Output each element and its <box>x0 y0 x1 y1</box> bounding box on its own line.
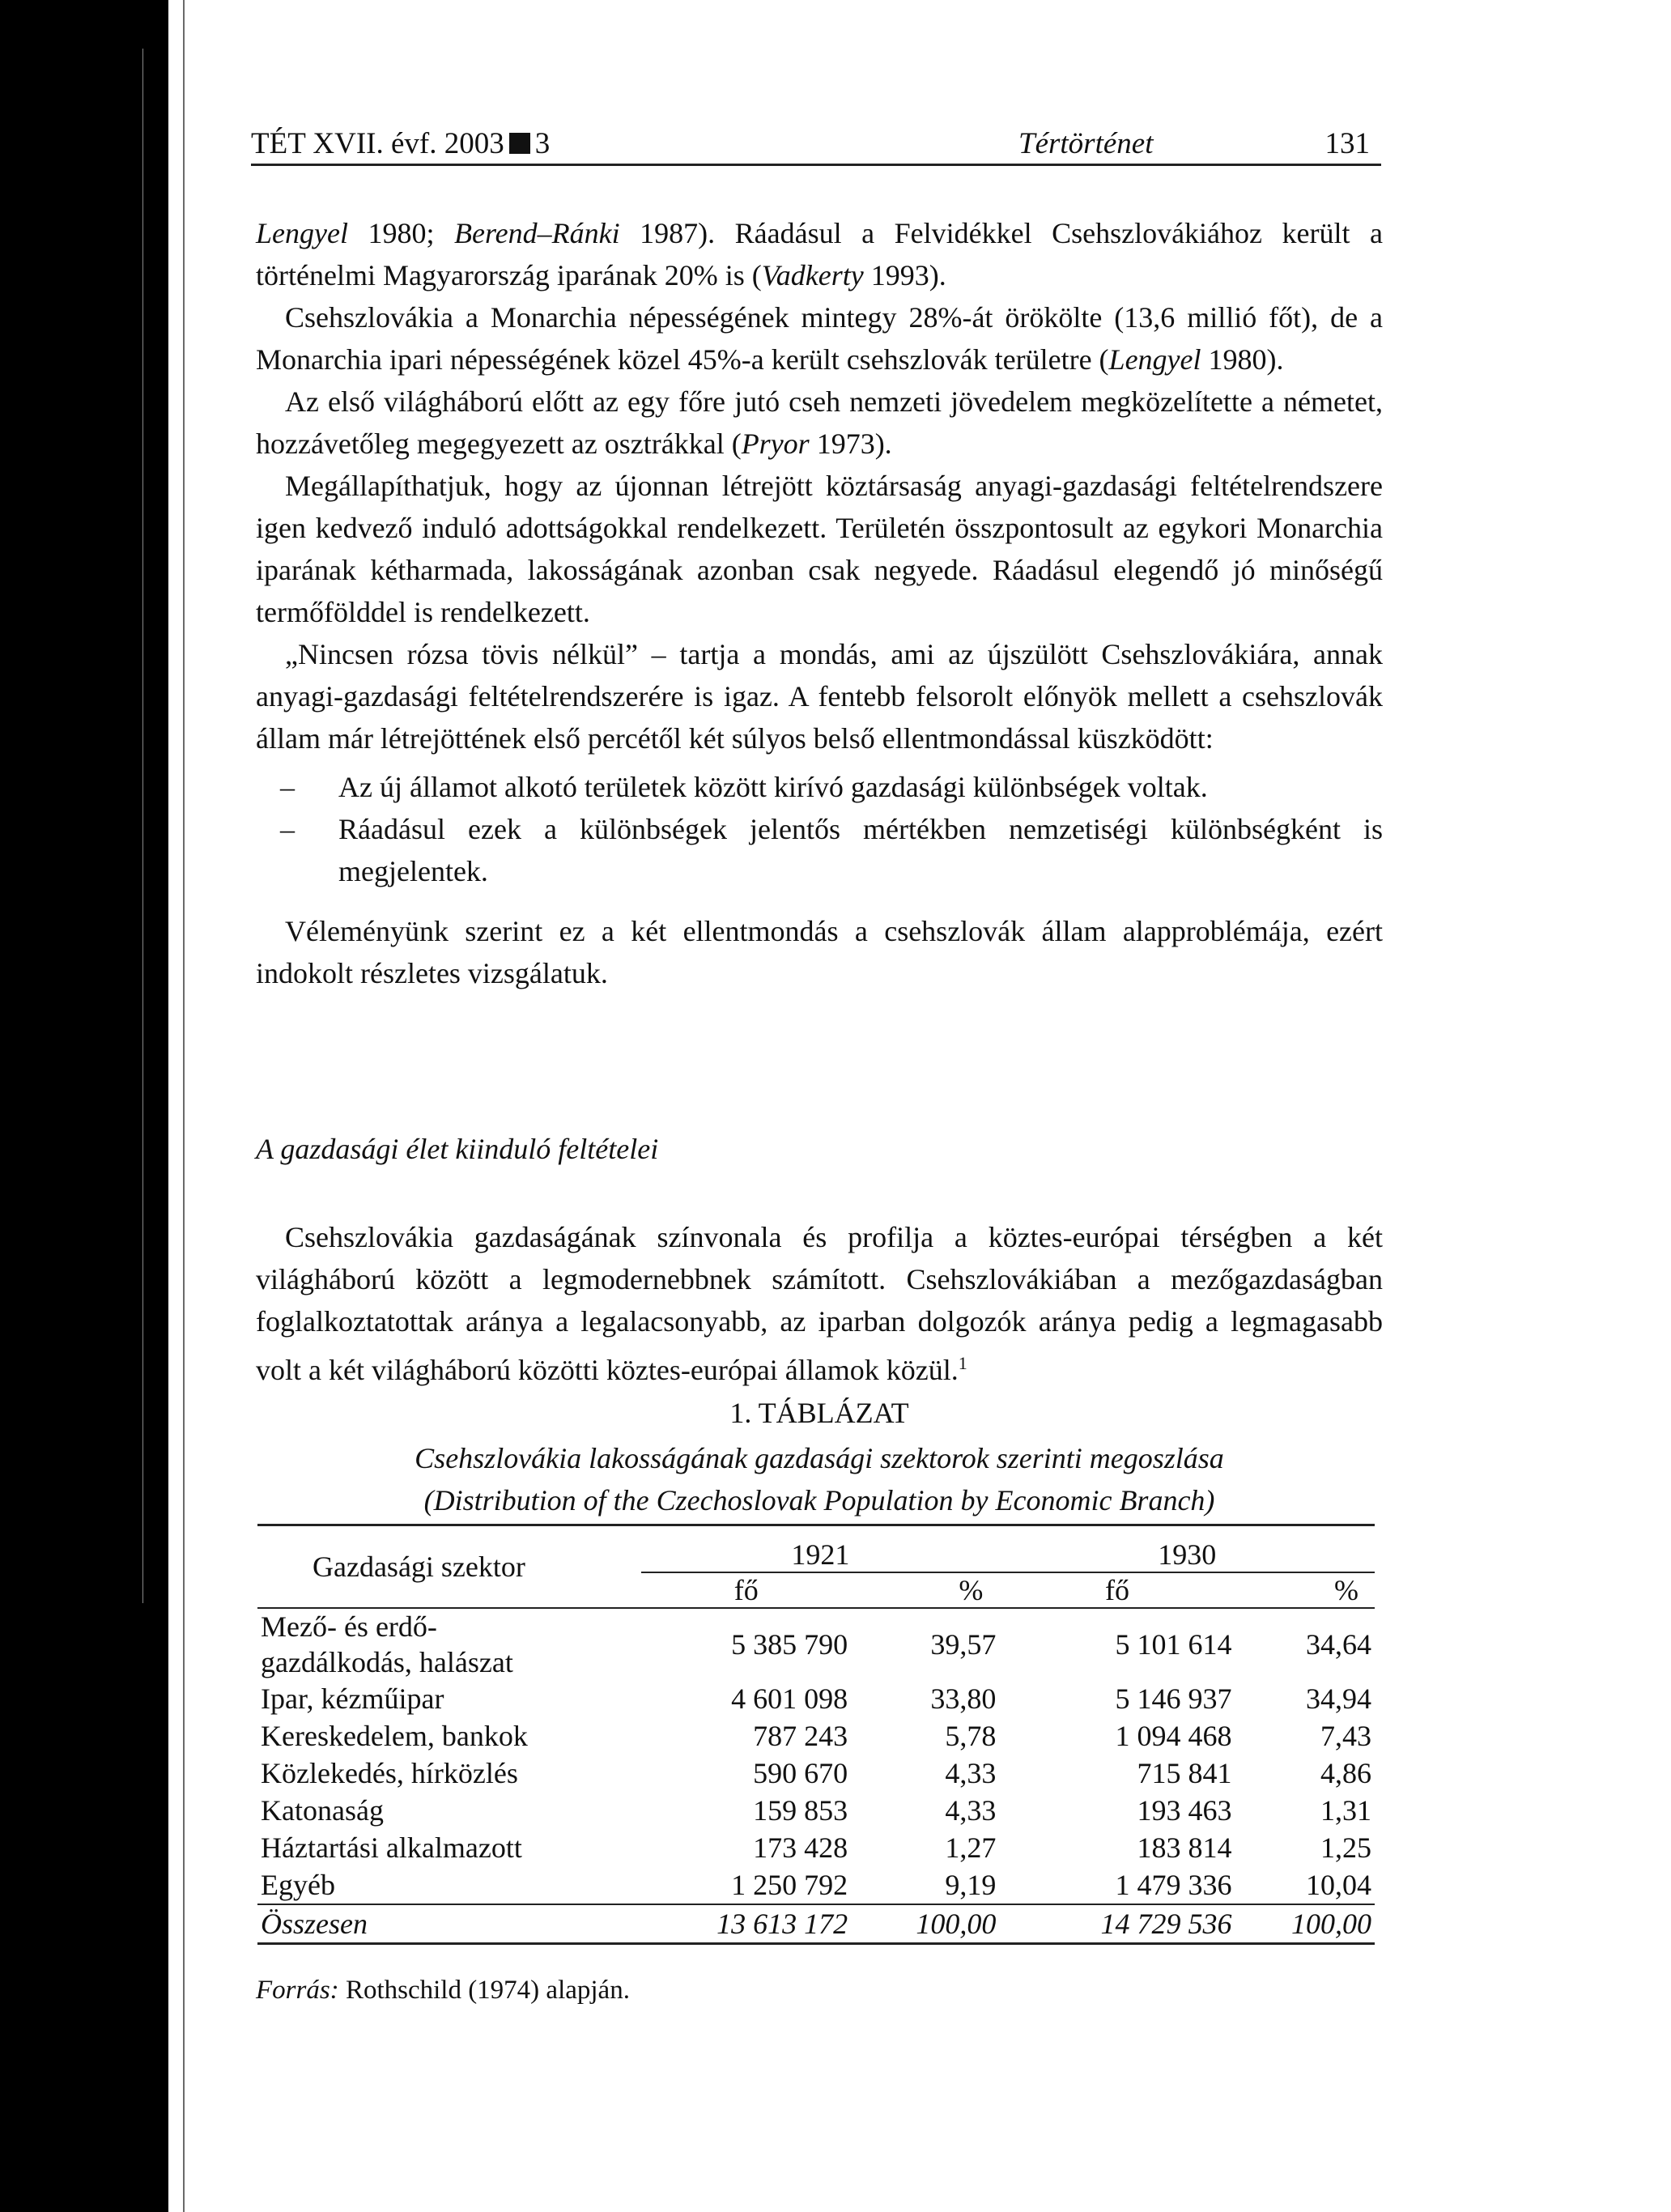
table-cell: 5 101 614 <box>1115 1628 1232 1661</box>
source-text: Rothschild (1974) alapján. <box>338 1976 630 2005</box>
table-number: 1. TÁBLÁZAT <box>729 1397 909 1429</box>
column-header-count: fő <box>1104 1574 1129 1606</box>
table-cell: 183 814 <box>1137 1831 1232 1864</box>
table-cell: 100,00 <box>1291 1908 1371 1940</box>
paragraph <box>256 212 1383 296</box>
column-header-year: 1930 <box>999 1525 1375 1573</box>
text-run: 1993). <box>863 259 946 291</box>
sector-line: Mező- és erdő- <box>261 1610 437 1643</box>
column-header-percent: % <box>959 1574 984 1606</box>
citation: Berend–Ránki <box>454 217 620 249</box>
table-cell: 715 841 <box>1137 1757 1232 1789</box>
table-cell: 5 146 937 <box>1115 1682 1232 1715</box>
table-cell: 1,31 <box>1320 1794 1371 1827</box>
table-cell: 1,25 <box>1320 1831 1371 1864</box>
table-cell: 1 479 336 <box>1115 1869 1232 1901</box>
list-item <box>256 766 1383 808</box>
table-title-hu: Csehszlovákia lakosságának gazdasági szektorok szerinti megoszlása <box>415 1442 1224 1474</box>
margin-line <box>183 0 185 2212</box>
table-row <box>257 1792 1375 1829</box>
table-cell: 13 613 172 <box>716 1908 848 1940</box>
table-cell: 10,04 <box>1306 1869 1371 1901</box>
table-cell-sector: Közlekedés, hírközlés <box>261 1757 518 1789</box>
table-cell-sector: Háztartási alkalmazott <box>261 1831 522 1864</box>
data-table <box>257 1524 1375 1945</box>
paragraph <box>256 381 1383 465</box>
paragraph <box>256 1216 1383 1391</box>
table-cell: 39,57 <box>930 1628 997 1661</box>
table-cell-sector: Összesen <box>261 1908 368 1940</box>
text-run: 1980). <box>1201 343 1284 376</box>
table-cell-sector: Kereskedelem, bankok <box>261 1720 528 1752</box>
citation: Pryor <box>741 428 810 460</box>
table-cell: 1 250 792 <box>731 1869 848 1901</box>
table-row <box>257 1680 1375 1717</box>
text-run: Az első világháború előtt az egy főre jutó cseh nemzeti jövedelem megközelítette a németet, hozzávetőleg megegyezett az osztrákkal ( <box>256 385 1383 460</box>
margin-line <box>142 49 143 1603</box>
table-cell: 34,64 <box>1306 1628 1371 1661</box>
footnote-mark: 1 <box>958 1353 967 1373</box>
table-cell: 5 385 790 <box>731 1628 848 1661</box>
section-title: A gazdasági élet kiinduló feltételei <box>256 1133 659 1165</box>
running-header <box>251 121 1381 166</box>
citation: Lengyel <box>1108 343 1201 376</box>
list-item-text: Ráadásul ezek a különbségek jelentős mértékben nemzetiségi különbségként is megjelentek. <box>338 813 1383 887</box>
column-header-year: 1921 <box>641 1525 999 1573</box>
journal-name: TÉT XVII. évf. 2003 <box>251 127 504 160</box>
table-cell-sector: Ipar, kézműipar <box>261 1682 444 1715</box>
table-row <box>257 1866 1375 1904</box>
table-cell: 34,94 <box>1306 1682 1371 1715</box>
citation: Lengyel <box>256 217 348 249</box>
table-cell: 4,86 <box>1320 1757 1371 1789</box>
section-name: Tértörténet <box>1018 127 1154 160</box>
table-cell: 787 243 <box>753 1720 848 1752</box>
table-cell: 4,33 <box>945 1757 997 1789</box>
table-row <box>257 1608 1375 1680</box>
paragraph: „Nincsen rózsa tövis nélkül” – tartja a mondás, ami az újszülött Csehszlovákiára, annak anyagi-gazdasági feltételrendszerére is igaz. A fentebb felsorolt előnyök mellett a csehszlovák állam már létrejöttének első percétől két súlyos belső ellentmondással küszködött: <box>256 638 1383 755</box>
text-run: Csehszlovákia a Monarchia népességének mintegy 28%-át örökölte (13,6 millió főt), de a Monarchia ipari népességének közel 45%-a került csehszlovák területre ( <box>256 301 1383 376</box>
table-cell: 33,80 <box>930 1682 997 1715</box>
table-row <box>257 1829 1375 1866</box>
table-total-row <box>257 1904 1375 1944</box>
table-cell: 4 601 098 <box>731 1682 848 1715</box>
dash-list <box>256 766 1383 892</box>
table-cell-sector: Egyéb <box>261 1869 335 1901</box>
table-cell-sector <box>257 1608 641 1680</box>
table-source <box>256 1976 630 2006</box>
list-item <box>256 808 1383 892</box>
issue-number: 3 <box>534 127 551 160</box>
source-label: Forrás: <box>256 1976 339 2005</box>
paragraph: Véleményünk szerint ez a két ellentmondás a csehszlovák állam alapproblémája, ezért indokolt részletes vizsgálatuk. <box>256 915 1383 989</box>
column-header-sector: Gazdasági szektor <box>313 1551 525 1583</box>
table-cell: 1,27 <box>945 1831 997 1864</box>
table-cell: 173 428 <box>753 1831 848 1864</box>
dash-bullet: – <box>280 771 295 803</box>
table-cell: 7,43 <box>1320 1720 1371 1752</box>
list-item-text: Az új államot alkotó területek között kirívó gazdasági különbségek voltak. <box>338 771 1208 803</box>
paragraph: Megállapíthatjuk, hogy az újonnan létrejött köztársaság anyagi-gazdasági feltételrendszere igen kedvező induló adottságokkal rendelkezett. Területén összpontosult az egykori Monarchia iparának kétharmada, lakosságának azonban csak negyede. Ráadásul elegendő jó minőségű termőfölddel is rendelkezett. <box>256 470 1383 628</box>
body-text-upper <box>256 212 1383 994</box>
table-cell: 159 853 <box>753 1794 848 1827</box>
table-title-en: (Distribution of the Czechoslovak Population by Economic Branch) <box>423 1484 1215 1516</box>
journal-info <box>251 126 550 161</box>
table-cell: 100,00 <box>916 1908 997 1940</box>
table-cell: 1 094 468 <box>1115 1720 1232 1752</box>
table-cell: 14 729 536 <box>1100 1908 1232 1940</box>
table-cell: 5,78 <box>945 1720 997 1752</box>
column-header-count: fő <box>733 1574 759 1606</box>
table-cell-sector: Katonaság <box>261 1794 384 1827</box>
paragraph <box>256 296 1383 381</box>
citation: Vadkerty <box>761 259 864 291</box>
column-header-percent: % <box>1334 1574 1358 1606</box>
table-row <box>257 1717 1375 1755</box>
square-bullet-icon <box>509 133 530 154</box>
text-run: 1980; <box>347 217 455 249</box>
table-cell: 590 670 <box>753 1757 848 1789</box>
text-run: Csehszlovákia gazdaságának színvonala és profilja a köztes-európai térségben a két világháború között a legmodernebbnek számított. Csehszlovákiában a mezőgazdaságban foglalkoztatottak aránya a legalacsonyabb, az iparban dolgozók aránya pedig a legmagasabb volt a két világháború közötti köztes-európai államok közül. <box>256 1221 1383 1386</box>
dash-bullet: – <box>280 813 295 845</box>
table-cell: 193 463 <box>1137 1794 1232 1827</box>
table-cell: 9,19 <box>945 1869 997 1901</box>
text-run: 1987). Ráadásul a Felvidékkel Csehszlovákiához került a történelmi Magyarország iparának 20% is ( <box>256 217 1383 291</box>
page-number: 131 <box>1324 127 1370 160</box>
table-row <box>257 1755 1375 1792</box>
text-run: 1973). <box>809 428 892 460</box>
sector-line: gazdálkodás, halászat <box>261 1646 513 1678</box>
table-cell: 4,33 <box>945 1794 997 1827</box>
body-text-lower <box>256 1216 1383 1391</box>
